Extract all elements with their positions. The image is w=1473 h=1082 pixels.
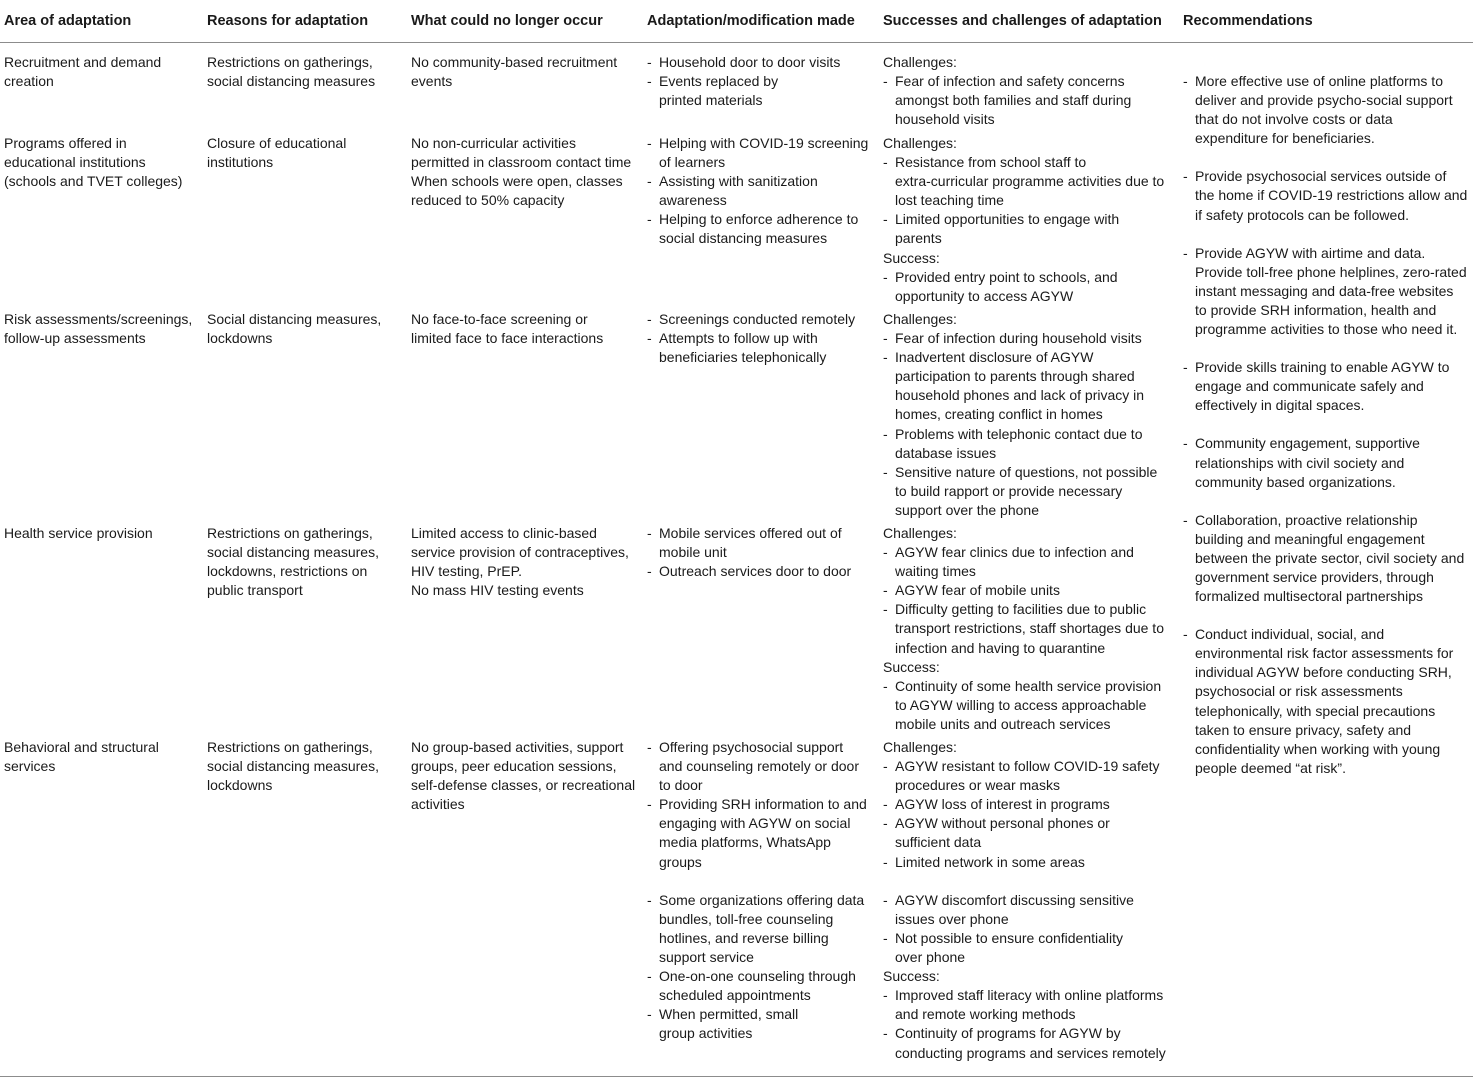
bullet-line: Assisting with sanitization <box>659 173 818 190</box>
bullet-item <box>647 134 868 172</box>
cell-line: social distancing measures, <box>207 758 379 775</box>
bullet-line: transport restrictions, staff shortages due to <box>895 620 1164 637</box>
bullet-dash: - <box>883 891 888 908</box>
successes-challenges-cell <box>883 310 1157 520</box>
recommendation-line: psychosocial or risk assessments <box>1195 683 1403 700</box>
section-label: Challenges: <box>883 54 957 70</box>
bullet-line: parents <box>895 230 942 247</box>
spacer <box>647 872 867 891</box>
bullet-line: support service <box>659 949 754 966</box>
cell-line: Restrictions on gatherings, <box>207 525 373 541</box>
bullet-dash: - <box>647 968 652 985</box>
bullet-dash: - <box>647 135 652 151</box>
recommendation-line: instant messaging and data-free websites <box>1195 282 1454 299</box>
bullet-line: Resistance from school staff to <box>895 154 1087 171</box>
bullet-line: Limited network in some areas <box>895 853 1085 870</box>
bullet-item <box>883 853 1166 872</box>
cell-line: lockdowns <box>207 777 273 794</box>
section-label: Success: <box>883 249 940 266</box>
bullet-line: Problems with telephonic contact due to <box>895 425 1143 442</box>
bullet-item <box>647 329 855 367</box>
bullet-dash: - <box>883 582 888 599</box>
cell-line: permitted in classroom contact time <box>411 154 632 171</box>
bullet-dash: - <box>883 853 888 870</box>
bullet-item <box>883 1024 1166 1062</box>
bullet-line: Attempts to follow up with <box>659 330 818 347</box>
bullet-dash: - <box>883 815 888 832</box>
successes-challenges-cell <box>883 134 1164 306</box>
bullet-dash: - <box>883 796 888 813</box>
bullet-line: participation to parents through shared <box>895 368 1135 385</box>
bullet-line: AGYW without personal phones or <box>895 815 1110 832</box>
bullet-line: scheduled appointments <box>659 987 811 1004</box>
bullet-item <box>647 1005 867 1043</box>
cell-line: reduced to 50% capacity <box>411 192 565 209</box>
bullet-item <box>883 814 1166 852</box>
bullet-line: AGYW discomfort discussing sensitive <box>895 891 1134 908</box>
bullet-dash: - <box>1183 626 1188 643</box>
bullet-dash: - <box>647 563 652 580</box>
cell-line: No community-based recruitment <box>411 54 618 70</box>
bullet-dash: - <box>883 154 888 171</box>
adaptation-cell <box>647 524 851 581</box>
bullet-line: Some organizations offering data <box>659 891 865 908</box>
recommendation-line: Provide toll-free phone helplines, zero-rated <box>1195 263 1467 280</box>
bullet-item <box>647 891 867 967</box>
bullet-dash: - <box>1183 511 1188 528</box>
area-cell <box>4 310 192 348</box>
recommendations-cell <box>1183 72 1467 797</box>
bullet-item <box>883 210 1164 248</box>
recommendation-line: formalized multisectoral partnerships <box>1195 588 1423 605</box>
recommendation-line: if safety protocols can be followed. <box>1195 206 1410 223</box>
recommendation-item <box>1183 625 1467 778</box>
bullet-dash: - <box>647 330 652 347</box>
bullet-dash: - <box>883 929 888 946</box>
cell-line: institutions <box>207 154 274 171</box>
bullet-item <box>883 72 1131 129</box>
table-bottom-rule <box>0 1076 1473 1077</box>
bullet-line: Events replaced by <box>659 73 779 90</box>
table-header <box>0 0 1473 42</box>
reasons-cell <box>207 310 381 348</box>
bullet-dash: - <box>647 211 652 228</box>
recommendation-line: Collaboration, proactive relationship <box>1195 511 1418 528</box>
header-area: Area of adaptation <box>4 13 132 29</box>
header-occur: What could no longer occur <box>411 13 603 29</box>
header-adaptation: Adaptation/modification made <box>647 13 855 29</box>
recommendation-line: taken to ensure privacy, safety and <box>1195 721 1412 738</box>
bullet-item <box>883 463 1157 520</box>
bullet-dash: - <box>883 268 888 285</box>
cell-line: educational institutions <box>4 154 146 171</box>
bullet-item <box>883 425 1157 463</box>
cell-line: self-defense classes, or recreational <box>411 777 636 794</box>
bullet-dash: - <box>883 677 888 694</box>
bullet-line: infection and having to quarantine <box>895 639 1106 656</box>
bullet-line: AGYW resistant to follow COVID-19 safety <box>895 758 1160 775</box>
recommendation-line: people deemed “at risk”. <box>1195 759 1346 776</box>
bullet-line: Outreach services door to door <box>659 563 852 580</box>
reasons-cell <box>207 134 346 172</box>
bullet-item <box>647 967 867 1005</box>
cell-line: Risk assessments/screenings, <box>4 311 193 327</box>
bullet-line: social distancing measures <box>659 230 828 247</box>
bullet-line: sufficient data <box>895 834 982 851</box>
cell-line: creation <box>4 73 54 90</box>
bullet-line: mobile units and outreach services <box>895 715 1111 732</box>
cell-line: activities <box>411 796 465 813</box>
recommendation-line: Conduct individual, social, and <box>1195 626 1385 643</box>
bullet-item <box>883 677 1164 734</box>
bullet-item <box>647 72 840 110</box>
cell-line: When schools were open, classes <box>411 173 623 190</box>
bullet-dash: - <box>1183 168 1188 185</box>
cell-line: Limited access to clinic-based <box>411 525 597 541</box>
bullet-line: printed materials <box>659 92 763 109</box>
bullet-item <box>883 891 1166 929</box>
reasons-cell <box>207 524 379 600</box>
cell-line: social distancing measures, <box>207 544 379 561</box>
section-label: Challenges: <box>883 135 957 151</box>
bullet-dash: - <box>647 311 652 327</box>
adaptation-cell <box>647 310 855 367</box>
recommendation-line: confidentiality when working with young <box>1195 740 1441 757</box>
recommendation-line: telephonically, with special precautions <box>1195 702 1436 719</box>
header-recommendations: Recommendations <box>1183 13 1313 29</box>
bullet-line: Continuity of programs for AGYW by <box>895 1025 1121 1042</box>
bullet-line: Improved staff literacy with online platforms <box>895 987 1164 1004</box>
bullet-line: household visits <box>895 111 995 128</box>
no-longer-occur-cell <box>411 524 629 600</box>
bullet-line: When permitted, small <box>659 1006 799 1023</box>
bullet-item <box>883 757 1166 795</box>
bullet-dash: - <box>883 463 888 480</box>
recommendation-line: programme activities to those who need it. <box>1195 321 1458 338</box>
bullet-line: One-on-one counseling through <box>659 968 856 985</box>
recommendation-line: between the private sector, civil society and <box>1195 549 1465 566</box>
cell-line: limited face to face interactions <box>411 330 604 347</box>
cell-line: Behavioral and structural <box>4 739 159 755</box>
bullet-item <box>883 153 1164 210</box>
recommendation-line: building and meaningful engagement <box>1195 530 1425 547</box>
bullet-dash: - <box>647 173 652 190</box>
section-label: Success: <box>883 658 940 675</box>
bullet-line: lost teaching time <box>895 192 1004 209</box>
bullet-line: Helping to enforce adherence to <box>659 211 859 228</box>
bullet-line: Helping with COVID-19 screening <box>659 135 869 151</box>
bullet-line: Offering psychosocial support <box>659 739 844 755</box>
bullet-item <box>647 310 855 329</box>
recommendation-item <box>1183 358 1467 415</box>
no-longer-occur-cell <box>411 134 631 210</box>
recommendation-item <box>1183 434 1467 491</box>
bullet-line: Provided entry point to schools, and <box>895 268 1118 285</box>
recommendation-line: Provide AGYW with airtime and data. <box>1195 244 1426 261</box>
bullet-dash: - <box>883 349 888 366</box>
cell-line: events <box>411 73 453 90</box>
bullet-item <box>883 348 1157 424</box>
area-cell <box>4 738 159 776</box>
cell-line: Programs offered in <box>4 135 127 151</box>
recommendation-item <box>1183 511 1467 606</box>
bullet-dash: - <box>647 891 652 908</box>
successes-challenges-cell <box>883 524 1164 734</box>
bullet-line: to door <box>659 777 703 794</box>
bullet-item <box>883 543 1164 581</box>
cell-line: groups, peer education sessions, <box>411 758 617 775</box>
recommendation-line: community based organizations. <box>1195 473 1396 490</box>
cell-line: No face-to-face screening or <box>411 311 588 327</box>
bullet-dash: - <box>1183 244 1188 261</box>
spacer <box>883 872 1166 891</box>
bullet-line: AGYW fear clinics due to infection and <box>895 544 1134 561</box>
bullet-line: conducting programs and services remotely <box>895 1044 1166 1061</box>
bullet-line: Screenings conducted remotely <box>659 311 856 327</box>
bullet-line: AGYW loss of interest in programs <box>895 796 1110 813</box>
cell-line: service provision of contraceptives, <box>411 544 629 561</box>
recommendation-item <box>1183 72 1467 148</box>
cell-line: lockdowns <box>207 330 273 347</box>
cell-line: HIV testing, PrEP. <box>411 563 523 580</box>
bullet-line: issues over phone <box>895 910 1009 927</box>
recommendation-line: the home if COVID-19 restrictions allow and <box>1195 187 1468 204</box>
bullet-item <box>647 795 867 871</box>
section-label: Challenges: <box>883 311 957 327</box>
bullet-line: media platforms, WhatsApp <box>659 834 831 851</box>
section-label: Challenges: <box>883 739 957 755</box>
bullet-dash: - <box>647 73 652 90</box>
bullet-dash: - <box>883 425 888 442</box>
bullet-line: Mobile services offered out of <box>659 525 842 541</box>
area-cell <box>4 134 182 191</box>
cell-line: Restrictions on gatherings, <box>207 739 373 755</box>
header-divider <box>0 42 1473 43</box>
bullet-dash: - <box>883 330 888 347</box>
adaptation-cell <box>647 134 868 249</box>
bullet-item <box>883 795 1166 814</box>
adaptation-cell <box>647 53 840 110</box>
bullet-line: procedures or wear masks <box>895 777 1060 794</box>
bullet-line: group activities <box>659 1025 753 1042</box>
bullet-item <box>883 986 1166 1024</box>
cell-line: Recruitment and demand <box>4 54 162 70</box>
bullet-line: Continuity of some health service provision <box>895 677 1162 694</box>
bullet-dash: - <box>883 211 888 228</box>
bullet-item <box>647 53 840 72</box>
bullet-line: and counseling remotely or door <box>659 758 860 775</box>
bullet-item <box>883 929 1166 967</box>
bullet-dash: - <box>647 525 652 541</box>
bullet-dash: - <box>647 739 652 755</box>
bullet-line: to AGYW willing to access approachable <box>895 696 1147 713</box>
bullet-dash: - <box>883 73 888 90</box>
recommendation-item <box>1183 167 1467 224</box>
reasons-cell <box>207 738 379 795</box>
bullet-dash: - <box>647 796 652 813</box>
bullet-dash: - <box>883 758 888 775</box>
bullet-line: database issues <box>895 444 997 461</box>
bullet-item <box>647 738 867 795</box>
bullet-line: household phones and lack of privacy in <box>895 387 1145 404</box>
recommendation-line: relationships with civil society and <box>1195 454 1405 471</box>
bullet-line: Fear of infection and safety concerns <box>895 73 1125 90</box>
no-longer-occur-cell <box>411 310 603 348</box>
bullet-dash: - <box>883 544 888 561</box>
successes-challenges-cell <box>883 53 1131 129</box>
recommendation-line: Provide skills training to enable AGYW to <box>1195 359 1450 376</box>
recommendation-line: that do not involve costs or data <box>1195 111 1393 128</box>
bullet-item <box>647 172 868 210</box>
bullet-item <box>883 600 1164 657</box>
header-reasons: Reasons for adaptation <box>207 13 369 29</box>
recommendation-line: deliver and provide psycho-social support <box>1195 92 1453 109</box>
bullet-line: and remote working methods <box>895 1006 1076 1023</box>
bullet-dash: - <box>883 987 888 1004</box>
bullet-line: over phone <box>895 949 966 966</box>
cell-line: social distancing measures <box>207 73 376 90</box>
cell-line: Closure of educational <box>207 135 347 151</box>
bullet-line: opportunity to access AGYW <box>895 287 1074 304</box>
reasons-cell <box>207 53 375 91</box>
successes-challenges-cell <box>883 738 1166 1063</box>
bullet-line: Inadvertent disclosure of AGYW <box>895 349 1094 366</box>
bullet-line: homes, creating conflict in homes <box>895 406 1103 423</box>
bullet-line: Difficulty getting to facilities due to public <box>895 601 1147 618</box>
bullet-line: groups <box>659 853 702 870</box>
section-label: Challenges: <box>883 525 957 541</box>
cell-line: No group-based activities, support <box>411 739 624 755</box>
recommendation-line: engage and communicate safely and <box>1195 378 1424 395</box>
bullet-item <box>647 562 851 581</box>
cell-line: Social distancing measures, <box>207 311 382 327</box>
header-successes-challenges: Successes and challenges of adaptation <box>883 13 1162 29</box>
recommendation-line: government service providers, through <box>1195 568 1434 585</box>
cell-line: Health service provision <box>4 525 153 541</box>
cell-line: public transport <box>207 582 303 599</box>
bullet-line: Limited opportunities to engage with <box>895 211 1120 228</box>
bullet-line: AGYW fear of mobile units <box>895 582 1060 599</box>
bullet-line: beneficiaries telephonically <box>659 349 827 366</box>
bullet-item <box>647 210 868 248</box>
bullet-dash: - <box>883 1025 888 1042</box>
bullet-line: support over the phone <box>895 501 1039 518</box>
cell-line: lockdowns, restrictions on <box>207 563 368 580</box>
bullet-line: waiting times <box>895 563 976 580</box>
recommendation-line: expenditure for beneficiaries. <box>1195 130 1375 147</box>
bullet-line: Household door to door visits <box>659 54 841 70</box>
recommendation-line: Community engagement, supportive <box>1195 435 1420 452</box>
cell-line: Restrictions on gatherings, <box>207 54 373 70</box>
bullet-line: Providing SRH information to and <box>659 796 867 813</box>
recommendation-line: environmental risk factor assessments for <box>1195 645 1454 662</box>
recommendation-line: Provide psychosocial services outside of <box>1195 168 1447 185</box>
bullet-line: engaging with AGYW on social <box>659 815 851 832</box>
cell-line: services <box>4 758 56 775</box>
section-label: Success: <box>883 968 940 985</box>
cell-line: No non-curricular activities <box>411 135 576 151</box>
bullet-dash: - <box>883 601 888 618</box>
recommendation-line: effectively in digital spaces. <box>1195 397 1365 414</box>
recommendation-line: to provide SRH information, health and <box>1195 301 1437 318</box>
bullet-line: to build rapport or provide necessary <box>895 482 1123 499</box>
bullet-item <box>883 581 1164 600</box>
bullet-line: of learners <box>659 154 726 171</box>
adaptation-cell <box>647 738 867 1044</box>
bullet-dash: - <box>647 54 652 70</box>
bullet-line: Sensitive nature of questions, not possible <box>895 463 1158 480</box>
bullet-item <box>883 268 1164 306</box>
bullet-item <box>647 524 851 562</box>
bullet-dash: - <box>1183 359 1188 376</box>
no-longer-occur-cell <box>411 738 635 814</box>
no-longer-occur-cell <box>411 53 617 91</box>
recommendation-line: More effective use of online platforms to <box>1195 73 1443 89</box>
area-cell <box>4 53 161 91</box>
bullet-line: amongst both families and staff during <box>895 92 1132 109</box>
bullet-item <box>883 329 1157 348</box>
bullet-line: hotlines, and reverse billing <box>659 929 829 946</box>
bullet-dash: - <box>1183 435 1188 452</box>
bullet-dash: - <box>1183 73 1188 89</box>
bullet-line: bundles, toll-free counseling <box>659 910 834 927</box>
recommendation-item <box>1183 244 1467 339</box>
bullet-line: Not possible to ensure confidentiality <box>895 929 1124 946</box>
bullet-line: Fear of infection during household visits <box>895 330 1142 347</box>
bullet-line: awareness <box>659 192 727 209</box>
bullet-line: mobile unit <box>659 544 727 561</box>
area-cell <box>4 524 153 543</box>
cell-line: follow-up assessments <box>4 330 146 347</box>
bullet-dash: - <box>647 1006 652 1023</box>
cell-line: (schools and TVET colleges) <box>4 173 183 190</box>
bullet-line: extra-curricular programme activities due to <box>895 173 1165 190</box>
cell-line: No mass HIV testing events <box>411 582 584 599</box>
recommendation-line: individual AGYW before conducting SRH, <box>1195 664 1452 681</box>
